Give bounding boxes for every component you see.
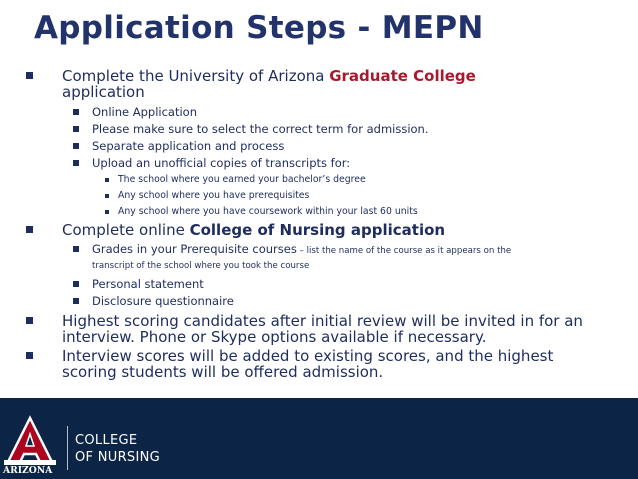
- square-bullet-icon: [73, 109, 79, 115]
- content-list: [16, 68, 626, 380]
- sub-sub-item: [16, 172, 626, 188]
- sub-item: [16, 276, 626, 293]
- square-bullet-icon: [73, 143, 79, 149]
- prerequisite-note-continued: transcript of the school where you took the course: [92, 261, 310, 271]
- square-bullet-icon: [73, 126, 79, 132]
- sub-item: [16, 293, 626, 310]
- square-bullet-icon: [73, 246, 79, 252]
- item-text: Interview scores will be added to existing scores, and the highest: [62, 347, 554, 365]
- arizona-a-logo-icon: [0, 414, 60, 466]
- square-bullet-icon: [105, 210, 109, 214]
- prerequisite-note: – list the name of the course as it appears on the: [296, 246, 512, 256]
- sub-item-text: Separate application and process: [92, 139, 285, 153]
- item-text: Complete the University of Arizona: [62, 67, 330, 85]
- item-text-continued: interview. Phone or Skype options available if necessary.: [62, 328, 487, 346]
- item-text: Complete online: [62, 221, 190, 239]
- arizona-wordmark: ARIZONA: [3, 465, 53, 476]
- square-bullet-icon: [73, 160, 79, 166]
- college-of-nursing-wordmark: [75, 432, 160, 466]
- footer-divider: [67, 426, 68, 470]
- square-bullet-icon: [26, 226, 33, 233]
- bullet-item-nursing-application: [16, 222, 626, 238]
- sub-sub-item: [16, 204, 626, 220]
- bullet-item-graduate-college: [16, 68, 626, 100]
- square-bullet-icon: [105, 178, 109, 182]
- square-bullet-icon: [26, 352, 33, 359]
- sub-sub-item-text: The school where you earned your bachelor’s degree: [118, 174, 366, 185]
- college-line-1: COLLEGE: [75, 433, 138, 448]
- square-bullet-icon: [73, 298, 79, 304]
- square-bullet-icon: [73, 281, 79, 287]
- square-bullet-icon: [26, 317, 33, 324]
- sub-item-prerequisites: [16, 241, 626, 273]
- sub-item-text: Personal statement: [92, 277, 204, 291]
- sub-sub-item: [16, 188, 626, 204]
- square-bullet-icon: [105, 194, 109, 198]
- sub-sub-item-text: Any school where you have coursework within your last 60 units: [118, 206, 418, 217]
- slide-title: Application Steps - MEPN: [34, 10, 484, 46]
- sub-item-text: Grades in your Prerequisite courses: [92, 242, 297, 256]
- sub-item-text: Upload an unofficial copies of transcripts for:: [92, 156, 351, 170]
- nursing-application-bold: College of Nursing application: [189, 221, 446, 239]
- sub-item: [16, 121, 626, 138]
- sub-sub-item-text: Any school where you have prerequisites: [118, 190, 310, 201]
- sub-item: [16, 104, 626, 121]
- item-text: Highest scoring candidates after initial review will be invited in for an: [62, 312, 583, 330]
- university-of-arizona-logo: [0, 414, 60, 479]
- item-text-continued: application: [62, 83, 145, 101]
- footer-banner: [0, 398, 638, 479]
- sub-item-text: Online Application: [92, 105, 198, 119]
- sub-item-text: Disclosure questionnaire: [92, 294, 234, 308]
- graduate-college-highlight: Graduate College: [329, 67, 476, 85]
- sub-item: [16, 155, 626, 172]
- sub-item-text: Please make sure to select the correct term for admission.: [92, 122, 429, 136]
- bullet-item-interview: [16, 313, 626, 345]
- item-text-continued: scoring students will be offered admission.: [62, 363, 384, 381]
- square-bullet-icon: [26, 72, 33, 79]
- bullet-item-scores: [16, 348, 626, 380]
- college-line-2: OF NURSING: [75, 450, 160, 465]
- sub-item: [16, 138, 626, 155]
